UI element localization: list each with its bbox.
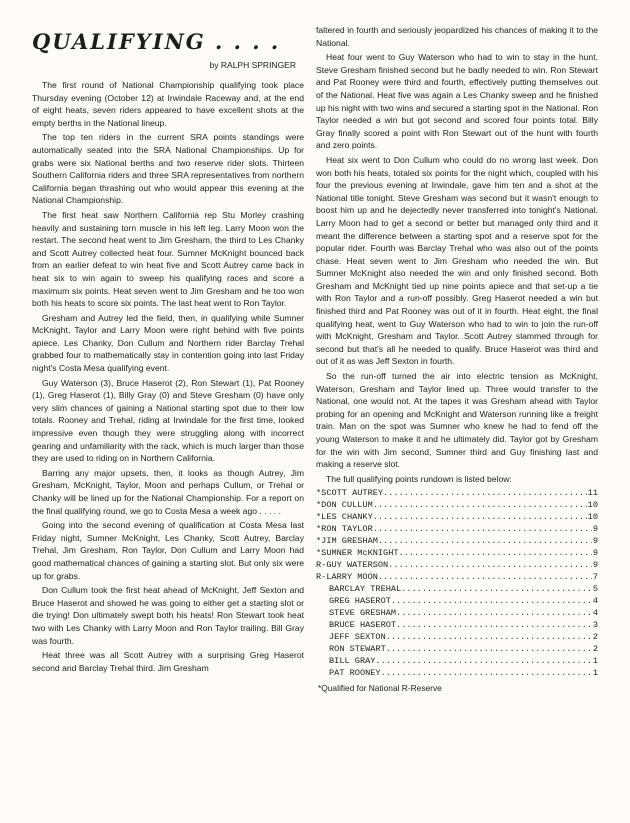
rider-name: *LES CHANKY: [316, 512, 373, 523]
rider-points: 10: [587, 500, 598, 511]
rider-points: 5: [592, 584, 598, 595]
points-rundown-list: [316, 487, 598, 679]
left-column: [32, 30, 304, 676]
dot-leader: [378, 571, 592, 583]
dot-leader: [388, 559, 592, 571]
rundown-row: [316, 487, 598, 499]
rider-name: JEFF SEXTON: [329, 632, 386, 643]
rundown-row: [316, 619, 598, 631]
paragraph: Going into the second evening of qualification at Costa Mesa last Friday night, Sumner McKnight, Les Chanky, Scott Autrey, Barclay Trehal, Jim Gresham, Ron Taylor, Don Cullum and Larry Moon had good mathematical chances of gaining a starting slot. But only six were up for grabs.: [32, 520, 304, 581]
dot-leader: [399, 547, 592, 559]
rundown-footnote: *Qualified for National R-Reserve: [318, 683, 442, 694]
dot-leader: [373, 511, 587, 523]
dot-leader: [378, 535, 592, 547]
rundown-row: [316, 571, 598, 583]
dot-leader: [373, 523, 592, 535]
paragraph: The top ten riders in the current SRA points standings were automatically seated into the SRA National Championships. Up for grabs were six National berths and two reserve rider slots. Thirteen Southern California riders and three SRA representatives from northern California began thrashing out who would appear this evening at the National Championship.: [32, 132, 304, 206]
paragraph: Don Cullum took the first heat ahead of McKnight, Jeff Sexton and Bruce Haserot and showed he was going to either get a starting slot or die trying! Don ultimately swept both his heats! Ron Stewart took heat two with Les Chanky with Larry Moon and Ron Taylor trailing. Bill Gray was fourth.: [32, 585, 304, 646]
rider-points: 2: [592, 632, 598, 643]
rider-name: *RON TAYLOR: [316, 524, 373, 535]
dot-leader: [401, 583, 592, 595]
rundown-row: [316, 631, 598, 643]
rider-points: 2: [592, 644, 598, 655]
rundown-row: [316, 499, 598, 511]
rider-name: GREG HASEROT: [329, 596, 391, 607]
paragraph: Heat four went to Guy Waterson who had to win to stay in the hunt. Steve Gresham finished second but he badly needed to win. Ron Stewart and Pat Rooney were third and fourth, effectively putting themselves out of the National. Heat five was again a Les Chanky sweep and he finished up his night with two wins and secured a starting spot in the National. Ron Taylor needed a win but got second and scored four points total. Billy Gray finally scored a point with Ron Stewart out of the hunt with fourth and zero points.: [316, 52, 598, 151]
rider-name: R-LARRY MOON: [316, 572, 378, 583]
dot-leader: [375, 655, 591, 667]
rider-points: 9: [592, 524, 598, 535]
rider-name: BILL GRAY: [329, 656, 376, 667]
paragraph: Heat six went to Don Cullum who could do no wrong last week. Don won both his heats, totaled six points for the night which, coupled with his four the previous evening at Irwindale, gave him ten and a shot at the National title tonight. Steve Gresham was second but it wasn't enough to boost him up and he dejectedly never transferred into tonight's National. Larry Moon had to get a second or better but managed only third and it meant the difference between a starting spot and a reserve spot for the popular rider. Fourth was Barclay Trehal who was also out of the points chase. Heat seven went to Jim Gresham who needed the win. But Sumner McKnight also needed the win and only finished second. Both Gresham and McKnight tied up nine points apiece and that set-up a tie with Ron Taylor and a run-off possibly. Greg Haserot needed a win but finished third and Pat Rooney was out of it in fourth. Heat eight, the final qualifying heat, went to Guy Waterson who had to win to join the run-off with McKnight, Gresham and Taylor. Scott Autrey slammed through for second but that's all he needed to qualify. Bruce Haserot was third and out of it as was Jeff Sexton in fourth.: [316, 154, 598, 367]
paragraph: So the run-off turned the air into electric tension as McKnight, Waterson, Gresham and Taylor lined up. Three would transfer to the National, one would not. At the tapes it was Gresham ahead with Taylor probing for an opening and McKnight and Waterson running like a freight train. Man on the spot was Sumner who knew he had to fend off the young Waterson to make it and he ultimately did. Taylor got by Gresham for the win with Jim second, Sumner third and Guy finishing last and making a reserve slot.: [316, 371, 598, 470]
paragraph: Gresham and Autrey led the field, then, in qualifying while Sumner McKnight, Taylor and Larry Moon were right behind with five points apiece. Les Chanky, Don Cullum and Northern rider Barclay Trehal grabbed four to mathematically stay in contention going into last Friday night's Costa Mesa qualifying event.: [32, 312, 304, 374]
dot-leader: [383, 487, 587, 499]
rider-name: STEVE GRESHAM: [329, 608, 397, 619]
rundown-row: [316, 655, 598, 667]
rider-points: 3: [592, 620, 598, 631]
paragraph: The first heat saw Northern California rep Stu Morley crashing heavily and sustaining torn muscle in his left leg. Larry Moon won the restart. The second heat went to Jim Gresham, the third to Les Chanky and Scott Autrey collected heat four. Sumner McKnight bounced back from an earlier defeat to win heat five and Scott Autrey came back in heat six to win again to sweep his qualifying races and score a maximum six points. Heat seven went to Jim Gresham and he too won both his heats to score six points. The last heat went to Ron Taylor.: [32, 209, 304, 309]
article-title: QUALIFYING . . . .: [32, 29, 281, 54]
byline: by RALPH SPRINGER: [209, 60, 296, 70]
rundown-intro: The full qualifying points rundown is listed below:: [326, 473, 512, 484]
rundown-row: [316, 667, 598, 679]
rundown-row: [316, 595, 598, 607]
rider-points: 9: [592, 548, 598, 559]
rider-points: 9: [592, 560, 598, 571]
dot-leader: [396, 619, 592, 631]
dot-leader: [386, 643, 592, 655]
rider-name: RON STEWART: [329, 644, 386, 655]
rider-points: 11: [587, 488, 598, 499]
dot-leader: [396, 607, 592, 619]
rider-points: 1: [592, 656, 598, 667]
rundown-row: [316, 583, 598, 595]
rider-points: 1: [592, 668, 598, 679]
dot-leader: [373, 499, 587, 511]
rider-name: *DON CULLUM: [316, 500, 373, 511]
rider-points: 10: [587, 512, 598, 523]
rider-name: BRUCE HASEROT: [329, 620, 397, 631]
rider-name: R-GUY WATERSON: [316, 560, 389, 571]
paragraph: Barring any major upsets, then, it looks as though Autrey, Jim Gresham, McKnight, Taylor, Moon and perhaps Cullum, or Trehal or Chanky will be lined up for the National Championship. For a report on the final qualifying round, we go to Costa Mesa a week ago . . . . .: [32, 467, 304, 516]
rider-points: 7: [592, 572, 598, 583]
dot-leader: [386, 631, 592, 643]
rider-points: 9: [592, 536, 598, 547]
rundown-row: [316, 559, 598, 571]
rundown-row: [316, 523, 598, 535]
right-column: [316, 24, 598, 693]
rundown-row: [316, 643, 598, 655]
rider-name: BARCLAY TREHAL: [329, 584, 402, 595]
paragraph: Guy Waterson (3), Bruce Haserot (2), Ron Stewart (1), Pat Rooney (1), Greg Haserot (1), Billy Gray (0) and Steve Gresham (0) have only very slim chances of gaining a National starting spot due to their low totals. Rooney and Trehal, riding at Irwindale for the first time, looked impressive even though they were struggling along with incorrect gearing and unfamiliarity with the rack, which is much larger than those they are used to riding on in Northern California.: [32, 377, 304, 464]
rundown-row: [316, 535, 598, 547]
rider-points: 4: [592, 596, 598, 607]
rider-name: *SCOTT AUTREY: [316, 488, 384, 499]
rundown-row: [316, 511, 598, 523]
rider-name: *SUMNER McKNIGHT: [316, 548, 399, 559]
rundown-row: [316, 607, 598, 619]
rider-name: PAT ROONEY: [329, 668, 381, 679]
dot-leader: [391, 595, 592, 607]
paragraph: The first round of National Championship qualifying took place Thursday evening (October 12) at Irwindale Raceway and, at the end of eight heats, seven riders appeared to have excellent shots at the empty berths in the National lineup.: [32, 80, 304, 128]
rider-points: 4: [592, 608, 598, 619]
rider-name: *JIM GRESHAM: [316, 536, 378, 547]
rundown-row: [316, 547, 598, 559]
paragraph: faltered in fourth and seriously jeopardized his chances of making it to the National.: [316, 25, 598, 48]
paragraph: Heat three was all Scott Autrey with a surprising Greg Haserot second and Barclay Trehal third. Jim Gresham: [32, 650, 304, 673]
dot-leader: [381, 667, 592, 679]
